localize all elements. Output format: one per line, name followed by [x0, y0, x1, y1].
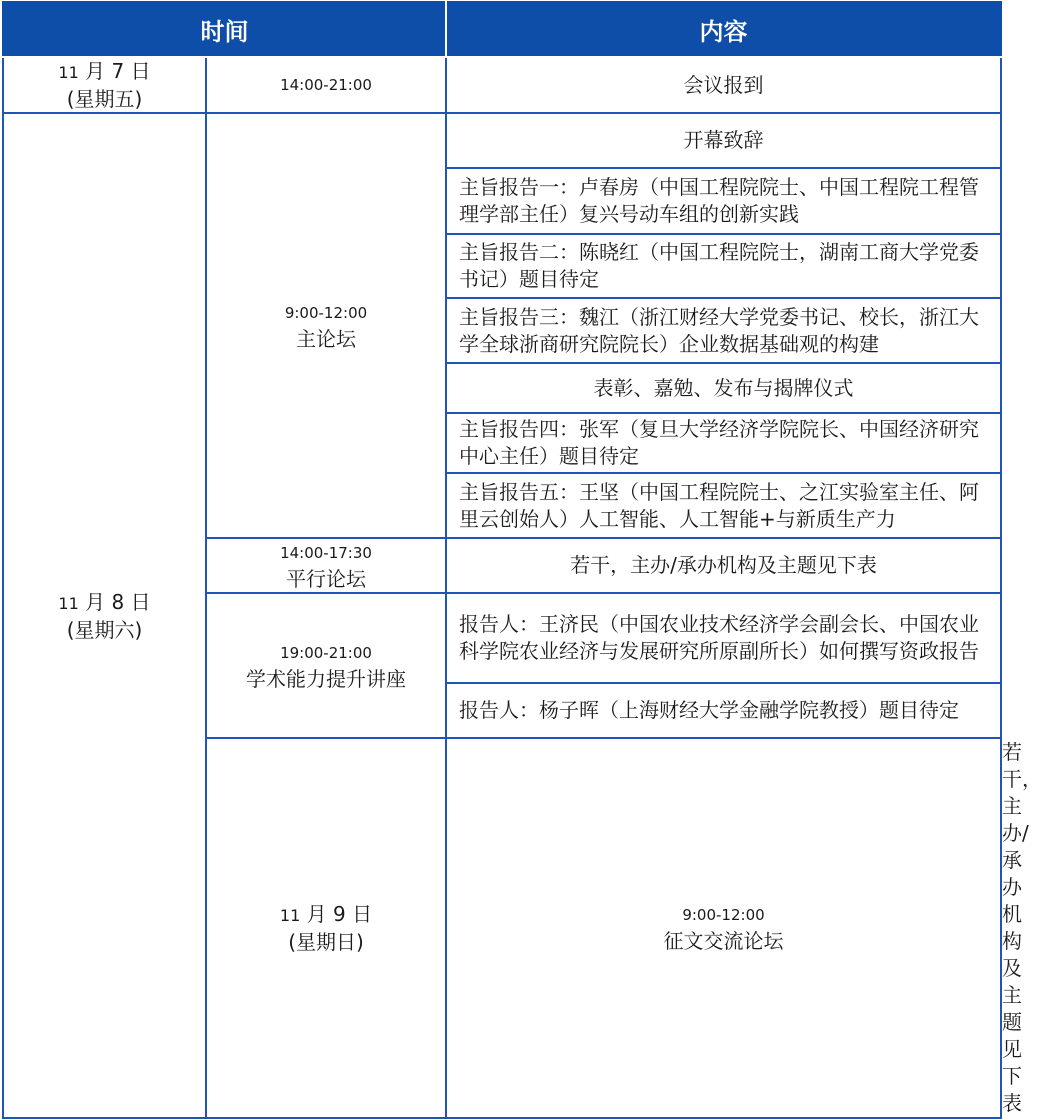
session-label: 平行论坛 [286, 566, 366, 591]
time-range: 9:00-12:00 [284, 303, 368, 322]
content-cell: 会议报到 [446, 57, 1001, 113]
weekday-label: (星期日) [288, 930, 364, 954]
header-row [3, 2, 1001, 57]
session-label: 主论坛 [296, 326, 356, 351]
time-range: 9:00-12:00 [682, 906, 765, 924]
time-cell [446, 738, 1001, 1118]
time-range: 14:00-21:00 [280, 76, 372, 94]
date-line: 11 月 8 日 [58, 589, 151, 614]
content-cell: 报告人：王济民（中国农业技术经济学会副会长、中国农业科学院农业经济与发展研究所原副所长）如何撰写资政报告 [446, 593, 1001, 683]
header-content: 内容 [446, 2, 1001, 57]
date-line: 11 月 7 日 [58, 59, 151, 83]
table-row [3, 113, 1001, 168]
time-range: 19:00-21:00 [280, 643, 372, 662]
content-cell: 表彰、嘉勉、发布与揭牌仪式 [446, 363, 1001, 413]
date-cell [206, 738, 446, 1118]
table-row [3, 57, 1001, 113]
session-label: 学术能力提升讲座 [246, 666, 406, 691]
schedule-table [2, 1, 1042, 1119]
date-cell [3, 57, 206, 113]
content-cell: 开幕致辞 [446, 113, 1001, 168]
content-cell: 主旨报告五：王坚（中国工程院院士、之江实验室主任、阿里云创始人）人工智能、人工智能+与新质生产力 [446, 473, 1001, 538]
content-cell: 主旨报告二：陈晓红（中国工程院院士，湖南工商大学党委书记）题目待定 [446, 234, 1001, 298]
content-cell: 主旨报告三：魏江（浙江财经大学党委书记、校长，浙江大学全球浙商研究院院长）企业数据基础观的构建 [446, 298, 1001, 363]
time-range: 14:00-17:30 [280, 543, 372, 562]
table-row: 11 月 9 日 (星期日) 9:00-12:00 征文交流论坛 若干，主办/承办机构及主题见下表 [3, 738, 1001, 1118]
weekday-label: (星期五) [66, 87, 143, 111]
content-cell: 主旨报告四：张军（复旦大学经济学院院长、中国经济研究中心主任）题目待定 [446, 413, 1001, 473]
content-cell: 主旨报告一：卢春房（中国工程院院士、中国工程院工程管理学部主任）复兴号动车组的创新实践 [446, 168, 1001, 234]
session-label: 征文交流论坛 [663, 929, 784, 953]
time-cell [206, 538, 446, 593]
content-cell: 报告人：杨子晖（上海财经大学金融学院教授）题目待定 [446, 683, 1001, 738]
weekday-label: (星期六) [66, 617, 143, 642]
time-cell [206, 593, 446, 738]
content-cell: 若干，主办/承办机构及主题见下表 [446, 538, 1001, 593]
time-cell [206, 113, 446, 538]
time-cell [206, 57, 446, 113]
header-time: 时间 [3, 2, 446, 57]
date-cell [3, 113, 206, 1118]
date-line: 11 月 9 日 [279, 902, 373, 926]
